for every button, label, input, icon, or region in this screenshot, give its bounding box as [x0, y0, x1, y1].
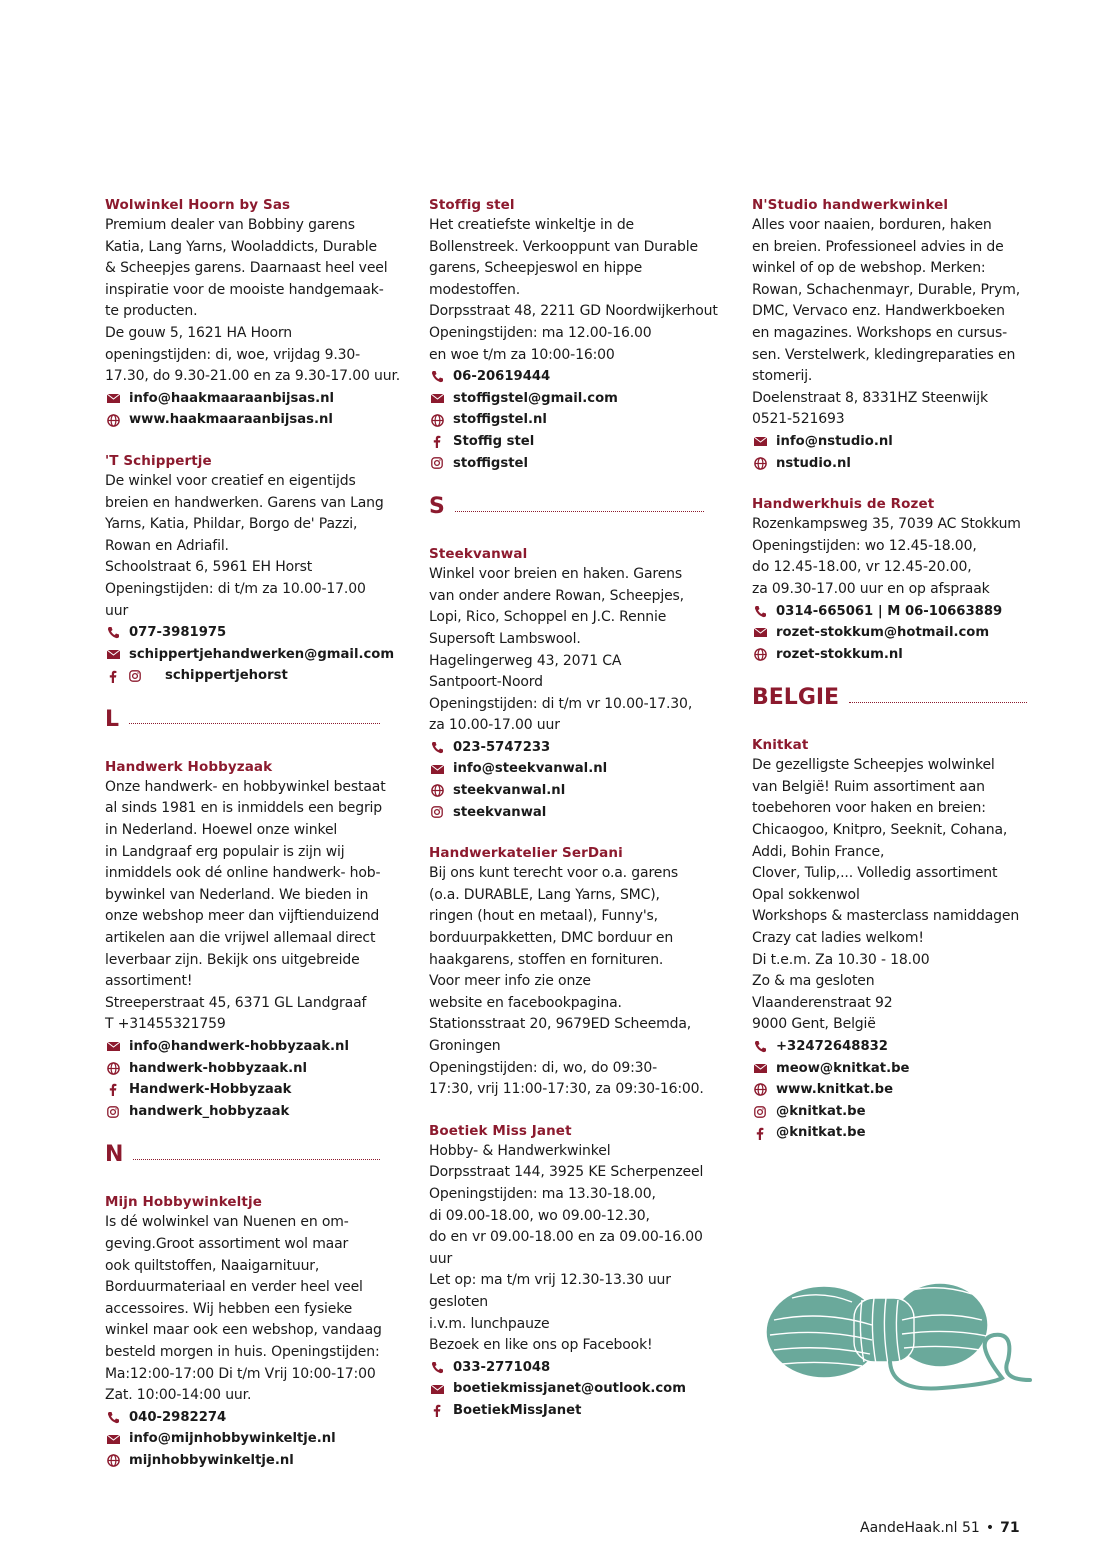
- shop-description-line: website en facebookpagina.: [429, 994, 622, 1011]
- contact-phone-text[interactable]: 023-5747233: [453, 739, 551, 755]
- contact-mail[interactable]: [105, 644, 395, 666]
- contact-facebook-text[interactable]: Stoffig stel: [453, 433, 535, 449]
- phone-icon: [752, 1040, 768, 1054]
- shop-description-line: bywinkel van Nederland. We bieden in: [105, 886, 369, 903]
- shop-name: Wolwinkel Hoorn by Sas: [105, 197, 291, 213]
- mail-icon: [105, 1040, 121, 1054]
- contact-globe[interactable]: [752, 1079, 1037, 1101]
- contact-mail[interactable]: [105, 1036, 390, 1058]
- instagram-icon: [105, 1105, 121, 1119]
- shop-description-line: Alles voor naaien, borduren, haken: [752, 217, 992, 233]
- shop-description-line: di 09.00-18.00, wo 09.00-12.30,: [429, 1207, 650, 1224]
- contact-globe-text[interactable]: www.haakmaaraanbijsas.nl: [129, 412, 333, 428]
- contact-phone[interactable]: [105, 1407, 390, 1429]
- contact-globe-text[interactable]: mijnhobbywinkeltje.nl: [129, 1452, 294, 1468]
- section-header-belgie: [752, 685, 1037, 711]
- shop-description-line: Santpoort-Noord: [429, 674, 543, 691]
- shop-description-line: ringen (hout en metaal), Funny's,: [429, 908, 658, 925]
- shop-description-line: openingstijden: di, woe, vrijdag 9.30-: [105, 346, 361, 363]
- shop-description-line: i.v.m. lunchpauze: [429, 1315, 550, 1332]
- contact-facebook[interactable]: [752, 1122, 1037, 1144]
- section-letter: L: [105, 706, 120, 732]
- shop-description-line: ook quiltstoffen, Naaigarnituur,: [105, 1257, 320, 1274]
- shop-entry-stoffig-stel: [429, 195, 718, 474]
- section-letter: BELGIE: [752, 685, 840, 711]
- shop-description-line: uur: [429, 1250, 453, 1267]
- shop-description-line: Doelenstraat 8, 8331HZ Steenwijk: [752, 389, 988, 406]
- shop-description-line: Clover, Tulip,... Volledig assortiment: [752, 865, 998, 882]
- mail-icon: [752, 1061, 768, 1075]
- shop-description-line: Is dé wolwinkel van Nuenen en om-: [105, 1214, 349, 1231]
- shop-description-line: Premium dealer van Bobbiny garens: [105, 217, 355, 233]
- dotted-divider: [129, 723, 380, 724]
- contact-instagram-text[interactable]: steekvanwal: [453, 804, 547, 820]
- contact-phone-text[interactable]: 0314-665061 | M 06-10663889: [776, 603, 1003, 619]
- shop-description-line: Addi, Bohin France,: [752, 843, 885, 860]
- shop-description-line: Rowan en Adriafil.: [105, 537, 229, 554]
- shop-description-line: in Nederland. Hoewel onze winkel: [105, 822, 338, 839]
- shop-description-line: T +31455321759: [105, 1016, 226, 1033]
- shop-description-line: Het creatiefste winkeltje in de: [429, 217, 635, 233]
- shop-description-line: haakgarens, stoffen en fornituren.: [429, 951, 664, 968]
- shop-name: Handwerkhuis de Rozet: [752, 496, 935, 513]
- shop-description-line: Opal sokkenwol: [752, 886, 860, 903]
- globe-icon: [752, 647, 768, 661]
- contact-instagram[interactable]: [752, 1101, 1037, 1123]
- contact-mail[interactable]: [429, 758, 714, 780]
- shop-description-line: modestoffen.: [429, 281, 521, 298]
- phone-icon: [752, 604, 768, 618]
- mail-icon: [752, 626, 768, 640]
- facebook-icon: [105, 1083, 121, 1097]
- shop-entry-mijn-hobbywinkeltje: [105, 1192, 390, 1471]
- contact-mail-text[interactable]: boetiekmissjanet@outlook.com: [453, 1381, 686, 1397]
- shop-entry-knitkat: [752, 735, 1037, 1144]
- shop-description-line: assortiment!: [105, 973, 193, 990]
- contact-mail-text[interactable]: schippertjehandwerken@gmail.com: [129, 646, 395, 662]
- phone-icon: [105, 626, 121, 640]
- shop-description-line: Crazy cat ladies welkom!: [752, 930, 924, 947]
- column-3: [752, 195, 1037, 1164]
- shop-description-line: do en vr 09.00-18.00 en za 09.00-16.00: [429, 1229, 703, 1246]
- contact-globe[interactable]: [105, 1058, 390, 1080]
- mail-icon: [105, 1432, 121, 1446]
- shop-description-line: in Landgraaf erg populair is zijn wij: [105, 843, 345, 860]
- contact-mail-text[interactable]: rozet-stokkum@hotmail.com: [776, 625, 990, 641]
- shop-description-line: winkel of op de webshop. Merken:: [752, 260, 986, 277]
- shop-description-line: Chicaogoo, Knitpro, Seeknit, Cohana,: [752, 822, 1008, 839]
- shop-entry-handwerkhuis-de-rozet: [752, 494, 1037, 665]
- shop-description-line: Lopi, Rico, Schoppel en J.C. Rennie: [429, 609, 667, 626]
- shop-description-line: De winkel voor creatief en eigentijds: [105, 472, 356, 489]
- shop-name: Steekvanwal: [429, 546, 528, 563]
- shop-description-line: Let op: ma t/m vrij 12.30-13.30 uur: [429, 1272, 671, 1289]
- globe-icon: [429, 413, 445, 427]
- globe-icon: [429, 784, 445, 798]
- shop-description-line: Schoolstraat 6, 5961 EH Horst: [105, 559, 313, 576]
- shop-description-line: za 10.00-17.00 uur: [429, 717, 560, 734]
- shop-name: N'Studio handwerkwinkel: [752, 197, 949, 213]
- contact-instagram[interactable]: [429, 453, 714, 475]
- shop-description-line: Dorpsstraat 144, 3925 KE Scherpenzeel: [429, 1164, 704, 1181]
- shop-description-line: Groningen: [429, 1038, 501, 1054]
- contact-mail-text[interactable]: info@nstudio.nl: [776, 433, 893, 449]
- contact-phone-text[interactable]: 033-2771048: [453, 1359, 551, 1375]
- shop-description-line: borduurpakketten, DMC borduur en: [429, 930, 674, 947]
- contact-facebook-text[interactable]: Handwerk-Hobbyzaak: [129, 1082, 292, 1098]
- shop-description-line: 9000 Gent, België: [752, 1016, 876, 1033]
- shop-description-line: do 12.45-18.00, vr 12.45-20.00,: [752, 559, 972, 576]
- shop-description-line: Di t.e.m. Za 10.30 - 18.00: [752, 951, 930, 968]
- contact-mail-text[interactable]: info@mijnhobbywinkeltje.nl: [129, 1431, 336, 1447]
- contact-mail-text[interactable]: info@haakmaaraanbijsas.nl: [129, 390, 335, 406]
- shop-description-line: Zat. 10:00-14:00 uur.: [105, 1387, 252, 1404]
- dotted-divider: [455, 511, 704, 512]
- shop-description-line: DMC, Vervaco enz. Handwerkboeken: [752, 303, 1005, 320]
- shop-description-line: Openingstijden: di t/m za 10.00-17.00: [105, 580, 366, 597]
- shop-description-line: winkel maar ook een webshop, vandaag: [105, 1322, 382, 1339]
- shop-description-line: toebehoren voor haken en breien:: [752, 800, 986, 817]
- shop-description-line: 0521-521693: [752, 411, 845, 428]
- instagram-icon: [752, 1105, 768, 1119]
- section-letter: N: [105, 1142, 124, 1168]
- contact-globe[interactable]: [105, 409, 390, 431]
- shop-description-line: Ma:12:00-17:00 Di t/m Vrij 10:00-17:00: [105, 1365, 376, 1382]
- contact-phone-text[interactable]: +32472648832: [776, 1039, 888, 1054]
- facebook-icon: [429, 435, 445, 449]
- page-footer: [860, 1520, 1020, 1536]
- contact-mail[interactable]: [105, 388, 390, 410]
- shop-description-line: Openingstijden: ma 13.30-18.00,: [429, 1185, 656, 1202]
- phone-icon: [429, 370, 445, 384]
- shop-description-line: & Scheepjes garens. Daarnaast heel veel: [105, 260, 388, 277]
- contact-mail-text[interactable]: meow@knitkat.be: [776, 1060, 910, 1076]
- shop-description-line: Openingstijden: wo 12.45-18.00,: [752, 537, 977, 554]
- shop-description-line: Yarns, Katia, Phildar, Borgo de' Pazzi,: [105, 516, 358, 533]
- instagram-icon: [429, 805, 445, 819]
- section-header-l: [105, 707, 390, 733]
- shop-name: Mijn Hobbywinkeltje: [105, 1194, 262, 1211]
- contact-globe[interactable]: [429, 780, 714, 802]
- instagram-icon: [127, 669, 143, 683]
- shop-description-line: 17.30, do 9.30-21.00 en za 9.30-17.00 uur.: [105, 368, 401, 385]
- shop-description-line: za 09.30-17.00 uur en op afspraak: [752, 580, 990, 597]
- shop-description-line: sen. Verstelwerk, kledingreparaties en: [752, 346, 1016, 363]
- mail-icon: [752, 435, 768, 449]
- footer-site: AandeHaak.nl 51: [860, 1520, 980, 1536]
- shop-description-line: breien en handwerken. Garens van Lang: [105, 494, 384, 511]
- shop-description-line: Katia, Lang Yarns, Wooladdicts, Durable: [105, 238, 377, 255]
- shop-entry-t-schippertje: [105, 451, 395, 687]
- contact-facebook-text[interactable]: @knitkat.be: [776, 1125, 866, 1141]
- shop-description-line: Vlaanderenstraat 92: [752, 994, 893, 1011]
- shop-description-line: geving.Groot assortiment wol maar: [105, 1235, 349, 1252]
- shop-description-line: en magazines. Workshops en cursus-: [752, 324, 1008, 341]
- contact-facebook-text[interactable]: BoetiekMissJanet: [453, 1402, 582, 1418]
- contact-globe-text[interactable]: rozet-stokkum.nl: [776, 646, 903, 662]
- shop-description-line: Winkel voor breien en haken. Garens: [429, 566, 683, 583]
- shop-entry-steekvanwal: [429, 544, 714, 823]
- contact-globe-text[interactable]: www.knitkat.be: [776, 1082, 894, 1098]
- contact-globe[interactable]: [429, 409, 714, 431]
- shop-description-line: uur: [105, 602, 129, 619]
- contact-globe[interactable]: [752, 644, 1037, 666]
- shop-description-line: Hobby- & Handwerkwinkel: [429, 1142, 611, 1159]
- instagram-icon: [429, 456, 445, 470]
- contact-phone[interactable]: [752, 1036, 1037, 1058]
- shop-description-line: stomerij.: [752, 368, 813, 385]
- contact-mail[interactable]: [429, 1378, 714, 1400]
- shop-entry-wolwinkel-hoorn-by-sas: [105, 195, 401, 431]
- contact-instagram-text[interactable]: stoffigstel: [453, 455, 528, 471]
- shop-description-line: leverbaar zijn. Bekijk ons uitgebreide: [105, 951, 360, 968]
- yarn-ball-illustration: [762, 1280, 1037, 1404]
- shop-name: 'T Schippertje: [105, 452, 212, 469]
- shop-description-line: (o.a. DURABLE, Lang Yarns, SMC),: [429, 886, 660, 903]
- shop-description-line: De gezelligste Scheepjes wolwinkel: [752, 757, 995, 774]
- contact-mail[interactable]: [752, 431, 1037, 453]
- shop-description-line: en woe t/m za 10:00-16:00: [429, 346, 615, 363]
- contact-phone[interactable]: [752, 601, 1037, 623]
- dotted-divider: [849, 702, 1027, 703]
- shop-name: Knitkat: [752, 737, 809, 754]
- contact-globe-text[interactable]: steekvanwal.nl: [453, 783, 566, 799]
- mail-icon: [429, 392, 445, 406]
- contact-phone-text[interactable]: 06-20619444: [453, 369, 551, 385]
- shop-entry-boetiek-miss-janet: [429, 1121, 714, 1422]
- shop-description-line: Bollenstreek. Verkooppunt van Durable: [429, 238, 698, 255]
- shop-description-line: Bezoek en like ons op Facebook!: [429, 1337, 653, 1354]
- globe-icon: [105, 413, 121, 427]
- shop-description-line: Rozenkampsweg 35, 7039 AC Stokkum: [752, 516, 1021, 533]
- shop-name: Boetiek Miss Janet: [429, 1122, 572, 1139]
- shop-description-line: Voor meer info zie onze: [429, 973, 591, 990]
- contact-facebook[interactable]: [105, 665, 390, 687]
- mail-icon: [429, 1382, 445, 1396]
- contact-mail[interactable]: [105, 1428, 390, 1450]
- mail-icon: [105, 392, 121, 406]
- shop-description-line: 17:30, vrij 11:00-17:30, za 09:30-16:00.: [429, 1081, 704, 1098]
- facebook-icon: [105, 669, 121, 683]
- contact-instagram-text[interactable]: @knitkat.be: [776, 1103, 866, 1119]
- shop-description-line: en breien. Professioneel advies in de: [752, 238, 1004, 255]
- shop-entry-handwerkatelier-serdani: [429, 843, 714, 1101]
- contact-facebook[interactable]: [429, 1400, 714, 1422]
- shop-description-line: De gouw 5, 1621 HA Hoorn: [105, 324, 292, 341]
- shop-description-line: artikelen aan die vrijwel allemaal direct: [105, 930, 376, 947]
- globe-icon: [752, 1083, 768, 1097]
- mail-icon: [105, 647, 121, 661]
- shop-description-line: inmiddels ook dé online handwerk- hob-: [105, 865, 381, 882]
- contact-mail[interactable]: [752, 1058, 1037, 1080]
- contact-phone[interactable]: [429, 1357, 714, 1379]
- shop-description-line: accessoires. Wij hebben een fysieke: [105, 1300, 353, 1317]
- phone-icon: [429, 1361, 445, 1375]
- shop-description-line: te producten.: [105, 303, 198, 320]
- contact-globe-text[interactable]: nstudio.nl: [776, 455, 851, 471]
- shop-description-line: besteld morgen in huis. Openingstijden:: [105, 1343, 380, 1360]
- shop-description-line: Onze handwerk- en hobbywinkel bestaat: [105, 778, 386, 795]
- contact-phone-text[interactable]: 077-3981975: [129, 625, 227, 641]
- section-header-s: [429, 494, 714, 520]
- shop-description-line: Workshops & masterclass namiddagen: [752, 908, 1020, 925]
- shop-name: Handwerkatelier SerDani: [429, 845, 623, 862]
- shop-description-line: al sinds 1981 en is inmiddels een begrip: [105, 800, 383, 817]
- contact-mail[interactable]: [429, 388, 714, 410]
- shop-description-line: Openingstijden: ma 12.00-16.00: [429, 324, 652, 341]
- shop-description-line: Borduurmateriaal en verder heel veel: [105, 1279, 363, 1296]
- contact-instagram-text[interactable]: handwerk_hobbyzaak: [129, 1103, 290, 1119]
- globe-icon: [105, 1061, 121, 1075]
- shop-description-line: Dorpsstraat 48, 2211 GD Noordwijkerhout: [429, 303, 718, 320]
- contact-globe-text[interactable]: handwerk-hobbyzaak.nl: [129, 1060, 308, 1076]
- contact-facebook[interactable]: [105, 1079, 390, 1101]
- contact-globe[interactable]: [105, 1450, 390, 1472]
- contact-mail[interactable]: [752, 622, 1037, 644]
- column-2: [429, 195, 718, 1442]
- shop-description-line: gesloten: [429, 1293, 489, 1310]
- shop-name: Handwerk Hobbyzaak: [105, 758, 273, 775]
- shop-description-line: van België! Ruim assortiment aan: [752, 778, 985, 795]
- contact-phone-text[interactable]: 040-2982274: [129, 1409, 227, 1425]
- shop-description-line: Streeperstraat 45, 6371 GL Landgraaf: [105, 994, 367, 1011]
- contact-globe-text[interactable]: stoffigstel.nl: [453, 412, 547, 428]
- shop-name: Stoffig stel: [429, 197, 515, 213]
- contact-instagram[interactable]: [105, 1101, 390, 1123]
- phone-icon: [429, 741, 445, 755]
- contact-phone[interactable]: [429, 366, 714, 388]
- shop-description-line: Bij ons kunt terecht voor o.a. garens: [429, 865, 679, 882]
- shop-description-line: Rowan, Schachenmayr, Durable, Prym,: [752, 281, 1021, 298]
- page-number: 71: [1000, 1520, 1020, 1536]
- contact-phone[interactable]: [105, 622, 390, 644]
- contact-mail-text[interactable]: info@steekvanwal.nl: [453, 761, 608, 777]
- section-letter: S: [429, 494, 445, 520]
- shop-description-line: onze webshop meer dan vijftienduizend: [105, 908, 380, 925]
- globe-icon: [105, 1454, 121, 1468]
- contact-phone[interactable]: [429, 737, 714, 759]
- shop-description-line: Hagelingerweg 43, 2071 CA: [429, 652, 622, 669]
- column-1: [105, 195, 401, 1492]
- shop-description-line: inspiratie voor de mooiste handgemaak-: [105, 281, 384, 298]
- shop-description-line: garens, Scheepjeswol en hippe: [429, 260, 643, 277]
- shop-description-line: Supersoft Lambswool.: [429, 630, 581, 647]
- facebook-icon: [752, 1126, 768, 1140]
- shop-entry-handwerk-hobbyzaak: [105, 757, 390, 1123]
- contact-mail-text[interactable]: stoffigstel@gmail.com: [453, 390, 618, 406]
- contact-instagram[interactable]: [429, 802, 714, 824]
- globe-icon: [752, 456, 768, 470]
- shop-description-line: Zo & ma gesloten: [752, 973, 875, 990]
- footer-bullet: •: [985, 1520, 995, 1536]
- shop-entry-n-studio-handwerkwinkel: [752, 195, 1037, 474]
- shop-description-line: Openingstijden: di t/m vr 10.00-17.30,: [429, 695, 693, 712]
- mail-icon: [429, 762, 445, 776]
- shop-description-line: Openingstijden: di, wo, do 09:30-: [429, 1059, 658, 1076]
- dotted-divider: [133, 1159, 380, 1160]
- contact-globe[interactable]: [752, 453, 1037, 475]
- contact-mail-text[interactable]: info@handwerk-hobbyzaak.nl: [129, 1039, 349, 1054]
- phone-icon: [105, 1411, 121, 1425]
- contact-facebook[interactable]: [429, 431, 714, 453]
- shop-description-line: van onder andere Rowan, Scheepjes,: [429, 587, 684, 604]
- contact-facebook-text[interactable]: schippertjehorst: [165, 668, 288, 684]
- section-header-n: [105, 1142, 390, 1168]
- shop-description-line: Stationsstraat 20, 9679ED Scheemda,: [429, 1016, 692, 1033]
- facebook-icon: [429, 1404, 445, 1418]
